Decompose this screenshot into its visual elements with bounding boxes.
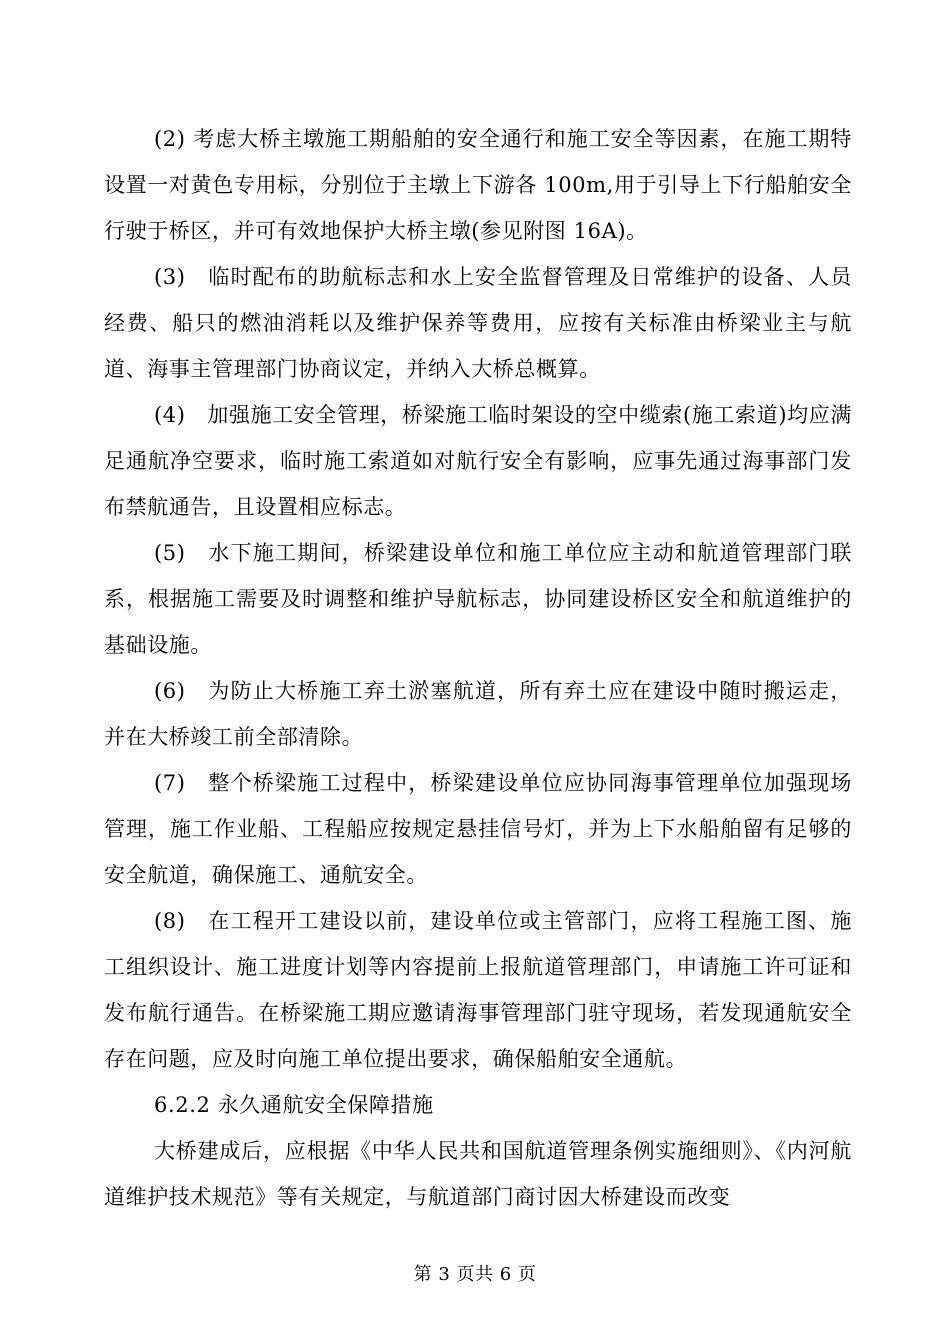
paragraph-5: (5) 水下施工期间，桥梁建设单位和施工单位应主动和航道管理部门联系，根据施工需要及时调整和维护导航标志，协同建设桥区安全和航道维护的基础设施。 bbox=[104, 541, 852, 657]
paragraph-8: (8) 在工程开工建设以前，建设单位或主管部门，应将工程施工图、施工组织设计、施工进度计划等内容提前上报航道管理部门，申请施工许可证和发布航行通告。在桥梁施工期应邀请海事管理部门驻守现场，若发现通航安全存在问题，应及时向施工单位提出要求，确保船舶安全通航。 bbox=[104, 909, 852, 1071]
paragraph-6: (6) 为防止大桥施工弃土淤塞航道，所有弃土应在建设中随时搬运走，并在大桥竣工前全部清除。 bbox=[104, 679, 852, 749]
paragraph-7: (7) 整个桥梁施工过程中，桥梁建设单位应协同海事管理单位加强现场管理，施工作业船、工程船应按规定悬挂信号灯，并为上下水船舶留有足够的安全航道，确保施工、通航安全。 bbox=[104, 771, 852, 887]
paragraph-4: (4) 加强施工安全管理，桥梁施工临时架设的空中缆索(施工索道)均应满足通航净空要求，临时施工索道如对航行安全有影响，应事先通过海事部门发布禁航通告，且设置相应标志。 bbox=[104, 403, 852, 519]
section-heading: 6.2.2 永久通航安全保障措施 bbox=[154, 1093, 434, 1117]
page-footer: 第 3 页共 6 页 bbox=[413, 1264, 537, 1285]
paragraph-3: (3) 临时配布的助航标志和水上安全监督管理及日常维护的设备、人员经费、船只的燃油消耗以及维护保养等费用，应按有关标准由桥梁业主与航道、海事主管理部门协商议定，并纳入大桥总概算。 bbox=[104, 265, 852, 381]
document-body bbox=[104, 116, 852, 1220]
paragraph-2: (2) 考虑大桥主墩施工期船舶的安全通行和施工安全等因素，在施工期特设置一对黄色专用标，分别位于主墩上下游各 100m,用于引导上下行船舶安全行驶于桥区，并可有效地保护大桥主墩(参见附图 16A)。 bbox=[104, 127, 852, 243]
paragraph-section-intro: 大桥建成后，应根据《中华人民共和国航道管理条例实施细则》、《内河航道维护技术规范》等有关规定，与航道部门商讨因大桥建设而改变 bbox=[104, 1139, 852, 1209]
